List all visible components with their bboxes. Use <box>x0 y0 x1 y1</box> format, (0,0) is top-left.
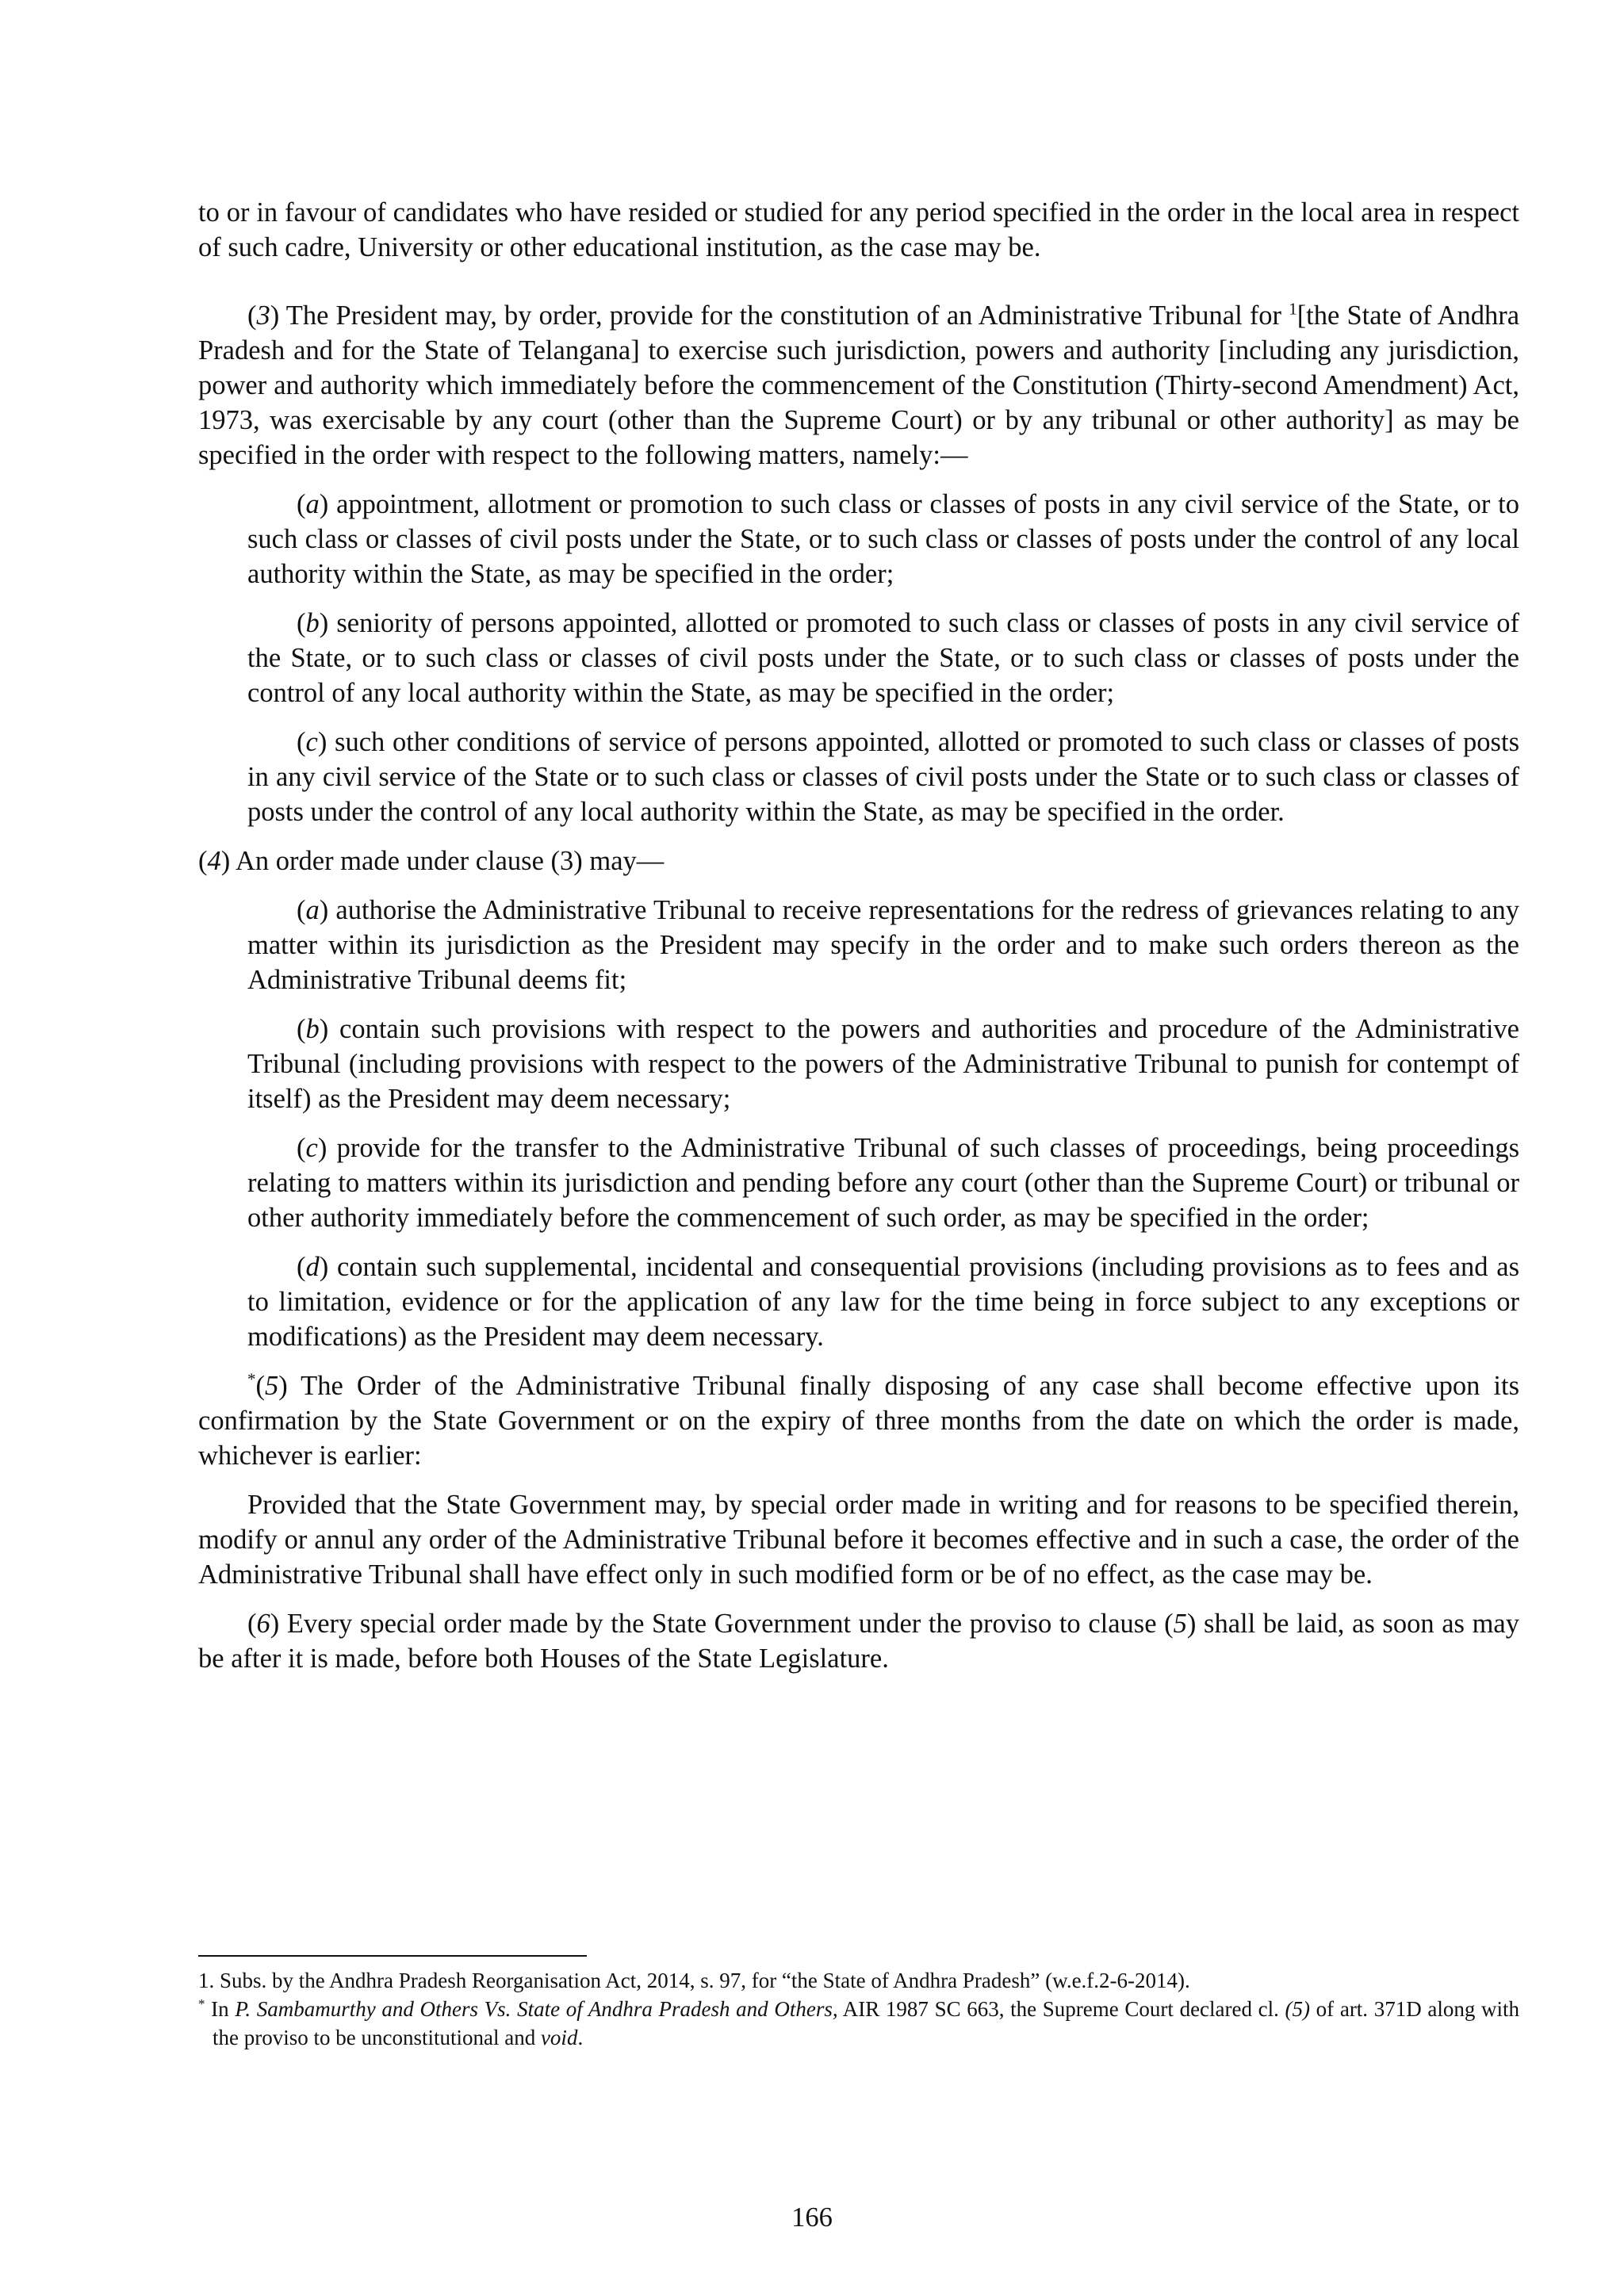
footnote-ref-star: * <box>247 1369 256 1389</box>
clause-4-text: An order made under clause (3) may— <box>230 846 665 876</box>
clause-6-ref: 5 <box>1173 1609 1187 1639</box>
clause-4-item-a: (a) authorise the Administrative Tribunal to receive representations for the redress of grievances relating to any matter within its jurisdiction as the President may specify in the order and to make such orders thereon as the Administrative Tribunal deems fit; <box>247 895 1519 995</box>
item-letter: c <box>305 1133 318 1163</box>
item-letter: c <box>305 727 318 757</box>
clause-5-text: The Order of the Administrative Tribunal finally disposing of any case shall become effective upon its confirmation by the State Government or on the expiry of three months from the date on which the order is made, whichever is earlier: <box>198 1371 1519 1471</box>
item-letter: d <box>305 1252 320 1282</box>
clause-4: (4) An order made under clause (3) may— <box>198 846 665 876</box>
page-number: 166 <box>791 2202 833 2233</box>
clause-5: *(5) The Order of the Administrative Tribunal finally disposing of any case shall become effective upon its confirmation by the State Government or on the expiry of three months from the date on which the order is made, whichever is earlier: <box>198 1369 1519 1471</box>
clause-3-item-a: (a) appointment, allotment or promotion to such class or classes of posts in any civil service of the State, or to such class or classes of civil posts under the State, or to such class or classes of posts under the control of any local authority within the State, as may be specified in the order; <box>247 489 1519 589</box>
footnote-1: 1. Subs. by the Andhra Pradesh Reorganisation Act, 2014, s. 97, for “the State of Andhra Pradesh” (w.e.f.2-6-2014). <box>198 1969 1190 1992</box>
footnote-ref-1: 1 <box>1289 299 1297 319</box>
item-letter: b <box>305 608 320 638</box>
clause-5-number: 5 <box>265 1371 279 1401</box>
proviso-paragraph: Provided that the State Government may, by special order made in writing and for reasons to be specified therein, modify or annul any order of the Administrative Tribunal before it becomes effective and in such a case, the order of the Administrative Tribunal shall have effect only in such modified form or be of no effect, as the case may be. <box>198 1490 1519 1590</box>
footnote-star-text-d: . <box>577 2026 584 2049</box>
item-letter: a <box>305 895 320 925</box>
footnotes <box>198 1966 1519 2052</box>
clause-3-number: 3 <box>256 300 270 331</box>
clause-6-number: 6 <box>256 1609 270 1639</box>
clause-4-item-b: (b) contain such provisions with respect to the powers and authorities and procedure of the Administrative Tribunal (including provisions with respect to the powers of the Administrative Tribunal to punish for contempt of itself) as the President may deem necessary; <box>247 1014 1519 1114</box>
clause-3-item-b: (b) seniority of persons appointed, allotted or promoted to such class or classes of posts in any civil service of the State, or to such class or classes of civil posts under the State, or to such class or classes of posts under the control of any local authority within the State, as may be specified in the order; <box>247 608 1519 708</box>
item-text: contain such provisions with respect to the powers and authorities and procedure of the Administrative Tribunal (including provisions with respect to the powers of the Administrative Tribunal to punish for contempt of itself) as the President may deem necessary; <box>247 1014 1519 1114</box>
footnote-clause-ref: (5) <box>1285 1997 1311 2021</box>
document-body <box>198 195 1519 1690</box>
continuation-paragraph: to or in favour of candidates who have resided or studied for any period specified in the order in the local area in respect of such cadre, University or other educational institution, as the case may be. <box>198 197 1519 262</box>
clause-3: (3) The President may, by order, provide for the constitution of an Administrative Tribunal for $^1$[the State of Andhra Pradesh and for the State of Telangana] to exercise such jurisdiction, powers and authority [including any jurisdiction, power and authority which immediately before the commencement of the Constitution (Thirty-second Amendment) Act, 1973, was exercisable by any court (other than the Supreme Court) or by any tribunal or other authority] as may be specified in the order with respect to the following matters, namely:— <box>198 299 1520 470</box>
clause-3-text-b: [the State of Andhra Pradesh and for the State of Telangana] to exercise such jurisdiction, powers and authority [including any jurisdiction, power and authority which immediately before the commencement of the Constitution (Thirty-second Amendment) Act, 1973, was exercisable by any court (other than the Supreme Court) or by any tribunal or other authority] as may be specified in the order with respect to the following matters, namely:— <box>198 300 1520 470</box>
item-text: authorise the Administrative Tribunal to receive representations for the redress of grievances relating to any matter within its jurisdiction as the President may specify in the order and to make such orders thereon as the Administrative Tribunal deems fit; <box>247 895 1519 995</box>
footnote-void: void <box>540 2026 578 2049</box>
item-text: provide for the transfer to the Administrative Tribunal of such classes of proceedings, being proceedings relating to matters within its jurisdiction and pending before any court (other than the Supreme Court) or tribunal or other authority immediately before the commencement of such order, as may be specified in the order; <box>247 1133 1519 1233</box>
clause-4-number: 4 <box>207 846 221 876</box>
item-letter: a <box>305 489 320 519</box>
clause-6-text-a: Every special order made by the State Government under the proviso to clause ( <box>279 1609 1174 1639</box>
footnote-star-text-a: In <box>205 1997 236 2021</box>
footnote-divider <box>198 1955 587 1957</box>
clause-4-item-d: (d) contain such supplemental, incidental and consequential provisions (including provisions as to fees and as to limitation, evidence or for the application of any law for the time being in force subject to any exceptions or modifications) as the President may deem necessary. <box>247 1252 1519 1352</box>
footnote-star-mark: * <box>198 1996 205 2011</box>
clause-4-item-c: (c) provide for the transfer to the Administrative Tribunal of such classes of proceedings, being proceedings relating to matters within its jurisdiction and pending before any court (other than the Supreme Court) or tribunal or other authority immediately before the commencement of such order, as may be specified in the order; <box>247 1133 1519 1233</box>
clause-3-item-c: (c) such other conditions of service of persons appointed, allotted or promoted to such class or classes of posts in any civil service of the State or to such class or classes of civil posts under the State or to such class or classes of posts under the control of any local authority within the State, as may be specified in the order. <box>247 727 1519 827</box>
item-text: such other conditions of service of persons appointed, allotted or promoted to such class or classes of posts in any civil service of the State or to such class or classes of civil posts under the State or to such class or classes of posts under the control of any local authority within the State, as may be specified in the order. <box>247 727 1519 827</box>
clause-3-text-a: The President may, by order, provide for the constitution of an Administrative Tribunal for <box>279 300 1289 331</box>
footnote-star <box>198 1995 1519 2052</box>
clause-6: (6) Every special order made by the State Government under the proviso to clause (5) shall be laid, as soon as may be after it is made, before both Houses of the State Legislature. <box>198 1609 1519 1674</box>
footnote-star-text-c: of art. 371D along with the proviso to be unconstitutional and <box>213 1997 1520 2049</box>
footnote-case-name: P. Sambamurthy and Others Vs. State of Andhra Pradesh and Others, <box>235 1997 838 2021</box>
clause-6-text-b: ) shall be laid, as soon as may be after it is made, before both Houses of the State Legislature. <box>198 1609 1519 1674</box>
footnote-star-text-b: AIR 1987 SC 663, the Supreme Court declared cl. <box>837 1997 1285 2021</box>
item-text: contain such supplemental, incidental and consequential provisions (including provisions as to fees and as to limitation, evidence or for the application of any law for the time being in force subject to any exceptions or modifications) as the President may deem necessary. <box>247 1252 1519 1352</box>
item-letter: b <box>305 1014 320 1044</box>
item-text: appointment, allotment or promotion to such class or classes of posts in any civil service of the State, or to such class or classes of civil posts under the State, or to such class or classes of posts under the control of any local authority within the State, as may be specified in the order; <box>247 489 1519 589</box>
item-text: seniority of persons appointed, allotted or promoted to such class or classes of posts in any civil service of the State, or to such class or classes of civil posts under the State, or to such class or classes of posts under the control of any local authority within the State, as may be specified in the order; <box>247 608 1519 708</box>
